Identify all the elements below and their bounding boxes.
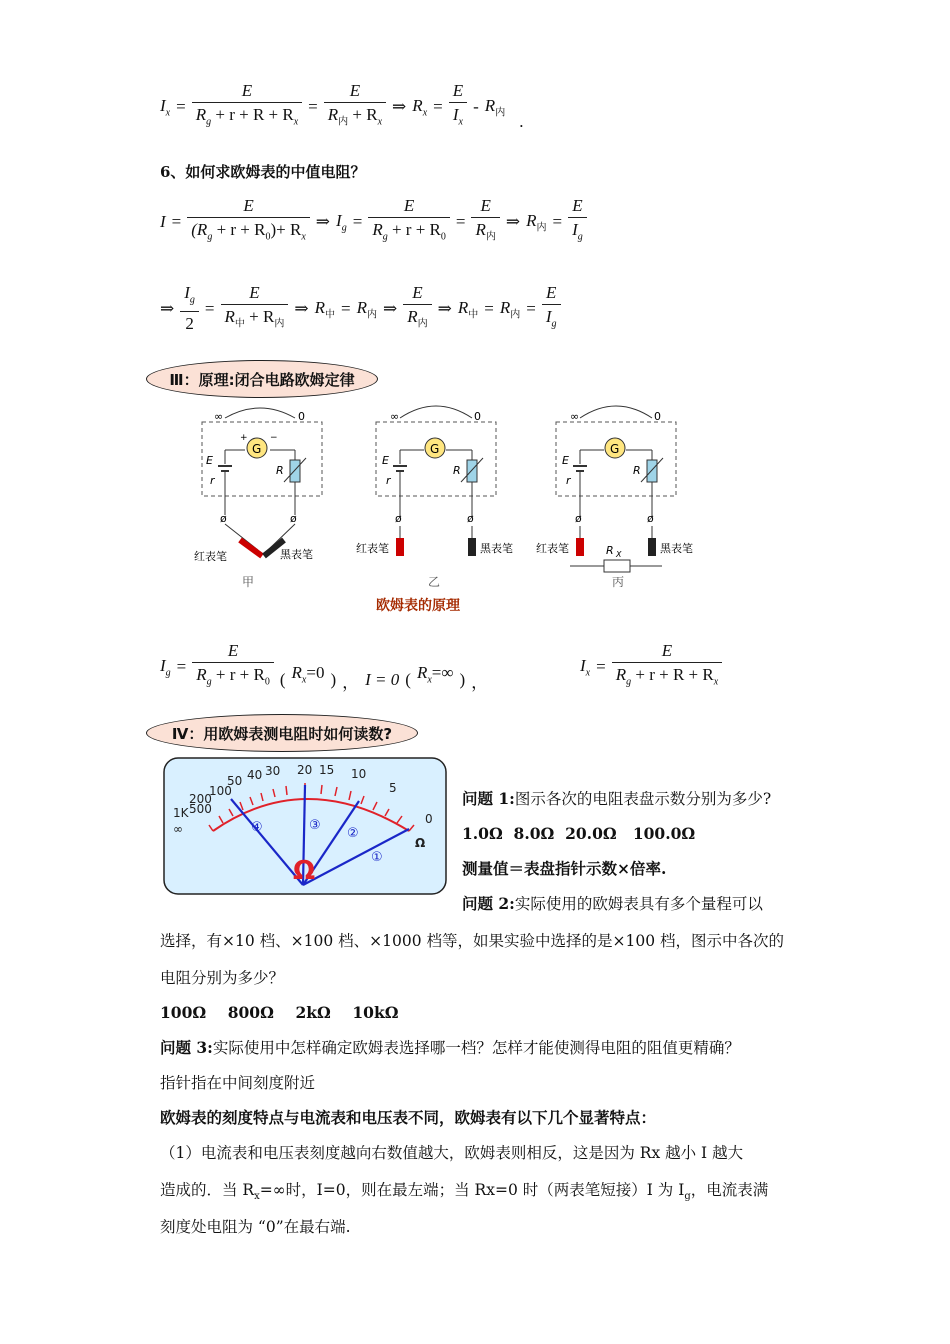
pointer-1-label: ① xyxy=(371,850,383,865)
svg-text:0: 0 xyxy=(474,410,481,423)
svg-text:r: r xyxy=(566,474,571,487)
svg-text:0: 0 xyxy=(654,410,661,423)
omega-unit: Ω xyxy=(415,836,426,850)
svg-text:R: R xyxy=(633,464,641,477)
svg-text:∞: ∞ xyxy=(390,410,400,423)
answer-1: 1.0Ω 8.0Ω 20.0Ω 100.0Ω xyxy=(462,824,696,843)
rule-statement: 测量值＝表盘指针示数×倍率. xyxy=(462,859,667,878)
pointer-4-label: ④ xyxy=(251,820,263,835)
svg-text:ø: ø xyxy=(575,512,582,525)
svg-text:黑表笔: 黑表笔 xyxy=(280,548,313,561)
svg-text:E: E xyxy=(206,454,213,467)
svg-text:X: X xyxy=(616,550,622,559)
tick-15: 15 xyxy=(319,763,335,777)
circuit-panel-c xyxy=(536,406,693,589)
section-4-heading: Ⅳ：用欧姆表测电阻时如何读数? xyxy=(146,714,418,752)
svg-text:黑表笔: 黑表笔 xyxy=(480,542,513,555)
infinity-mark: ∞ xyxy=(214,410,224,423)
svg-text:r: r xyxy=(210,474,215,487)
galvanometer-label: G xyxy=(252,442,262,456)
svg-text:E: E xyxy=(562,454,569,467)
tick-40: 40 xyxy=(247,768,263,782)
svg-text:ø: ø xyxy=(647,512,654,525)
tick-500: 500 xyxy=(189,802,212,816)
equation-ix: $I_x$ = $\frac{E}{R_g + r + R + R_x}$ = $\frac{E}{R_内 + R_x}$ ⇒ $R_x$ = $\frac{E}{I_x}$ - $R_内$ . xyxy=(160,80,523,134)
svg-text:ø: ø xyxy=(220,512,227,525)
tick-20: 20 xyxy=(297,763,313,777)
svg-text:红表笔: 红表笔 xyxy=(356,542,389,555)
tick-100: 100 xyxy=(209,784,232,798)
question-2: 问题 2:实际使用的欧姆表具有多个量程可以 xyxy=(462,894,763,913)
equation-midvalue: ⇒ $\frac{I_g}{2}$ = $\frac{E}{R_中 + R_内}$ ⇒ $R_中$ = $R_内$ ⇒ $\frac{E}{R_内}$ ⇒ $R_中$ = $R_内$ = $\frac{E}{I_g}$ xyxy=(160,282,561,336)
ohmmeter-dial xyxy=(163,757,447,895)
svg-text:黑表笔: 黑表笔 xyxy=(660,542,693,555)
tick-5: 5 xyxy=(389,781,397,795)
feature-paragraph-3: 刻度处电阻为 “0”在最右端. xyxy=(160,1218,351,1236)
svg-text:−: − xyxy=(270,433,278,443)
circuit-caption: 欧姆表的原理 xyxy=(376,598,460,614)
tick-30: 30 xyxy=(265,764,281,778)
tick-50: 50 xyxy=(227,774,243,788)
svg-text:ø: ø xyxy=(467,512,474,525)
svg-text:+: + xyxy=(240,433,248,443)
equation-ig: $I_g$ = $\frac{E}{R_g + r + R_0}$ ( $R_x=0$ ) ， I = 0 ( $R_x=\infty$ ) ， xyxy=(160,640,488,694)
tick-200: 200 xyxy=(189,792,212,806)
svg-text:红表笔: 红表笔 xyxy=(194,550,227,563)
svg-text:∞: ∞ xyxy=(570,410,580,423)
svg-text:红表笔: 红表笔 xyxy=(536,542,569,555)
ohmmeter-circuit-diagram xyxy=(180,400,720,620)
feature-paragraph-2: 造成的．当 $R_x=\infty$时，I=0，则在最左端；当 Rx=0 时（两表笔短接）I 为 $I_g$，电流表满 xyxy=(160,1181,769,1203)
question-3: 问题 3:实际使用中怎样确定欧姆表选择哪一档？怎样才能使测得电阻的阻值更精确？ xyxy=(160,1038,740,1057)
pointer-2-label: ② xyxy=(347,826,359,841)
svg-text:ø: ø xyxy=(290,512,297,525)
svg-text:r: r xyxy=(386,474,391,487)
zero-mark: 0 xyxy=(298,410,305,423)
features-title: 欧姆表的刻度特点与电流表和电压表不同，欧姆表有以下几个显著特点： xyxy=(160,1108,657,1127)
circuit-panel-b xyxy=(356,406,513,589)
question-2-cont1: 选择，有×10 档、×100 档、×1000 档等，如果实验中选择的是×100 档，图示中各次的 xyxy=(160,932,784,950)
svg-text:E: E xyxy=(382,454,389,467)
svg-text:G: G xyxy=(430,442,440,456)
pointer-3-label: ③ xyxy=(309,818,321,833)
svg-text:甲: 甲 xyxy=(242,575,255,589)
fraction: $\frac{E}{I_x}$ xyxy=(449,80,467,134)
svg-text:R: R xyxy=(606,544,614,557)
question-2-cont2: 电阻分别为多少？ xyxy=(160,969,285,987)
fraction: $\frac{E}{R_g + r + R + R_x}$ xyxy=(192,80,302,134)
feature-paragraph-1: （1）电流表和电压表刻度越向右数值越大，欧姆表则相反，这是因为 Rx 越小 I 越大 xyxy=(160,1144,744,1162)
svg-text:丙: 丙 xyxy=(612,575,625,589)
svg-text:R: R xyxy=(276,464,284,477)
tick-10: 10 xyxy=(351,767,367,781)
circuit-panel-a xyxy=(194,408,322,589)
answer-2: 100Ω 800Ω 2kΩ 10kΩ xyxy=(160,1003,399,1022)
section-3-heading: Ⅲ：原理:闭合电路欧姆定律 xyxy=(146,360,378,398)
equation-ix-full: $I_x$ = $\frac{E}{R_g + r + R + R_x}$ xyxy=(580,640,722,694)
tick-1k: 1K xyxy=(173,806,189,820)
answer-3: 指针指在中间刻度附近 xyxy=(160,1074,316,1092)
equation-i: I = $\frac{E}{(R_g + r + R_0)+ R_x}$ ⇒ $I_g$ = $\frac{E}{R_g + r + R_0}$ = $\frac{E}{R_内}$ ⇒ $R_内$ = $\frac{E}{I_g}$ xyxy=(160,195,587,249)
omega-symbol: Ω xyxy=(293,856,316,886)
svg-text:ø: ø xyxy=(395,512,402,525)
svg-text:乙: 乙 xyxy=(428,575,441,589)
svg-text:R: R xyxy=(453,464,461,477)
question-6: 6、如何求欧姆表的中值电阻？ xyxy=(160,163,366,181)
question-1: 问题 1:图示各次的电阻表盘示数分别为多少? xyxy=(462,789,772,808)
fraction: $\frac{E}{R_内 + R_x}$ xyxy=(324,80,386,134)
svg-text:G: G xyxy=(610,442,620,456)
tick-0: 0 xyxy=(425,812,433,826)
tick-inf: ∞ xyxy=(173,822,183,836)
